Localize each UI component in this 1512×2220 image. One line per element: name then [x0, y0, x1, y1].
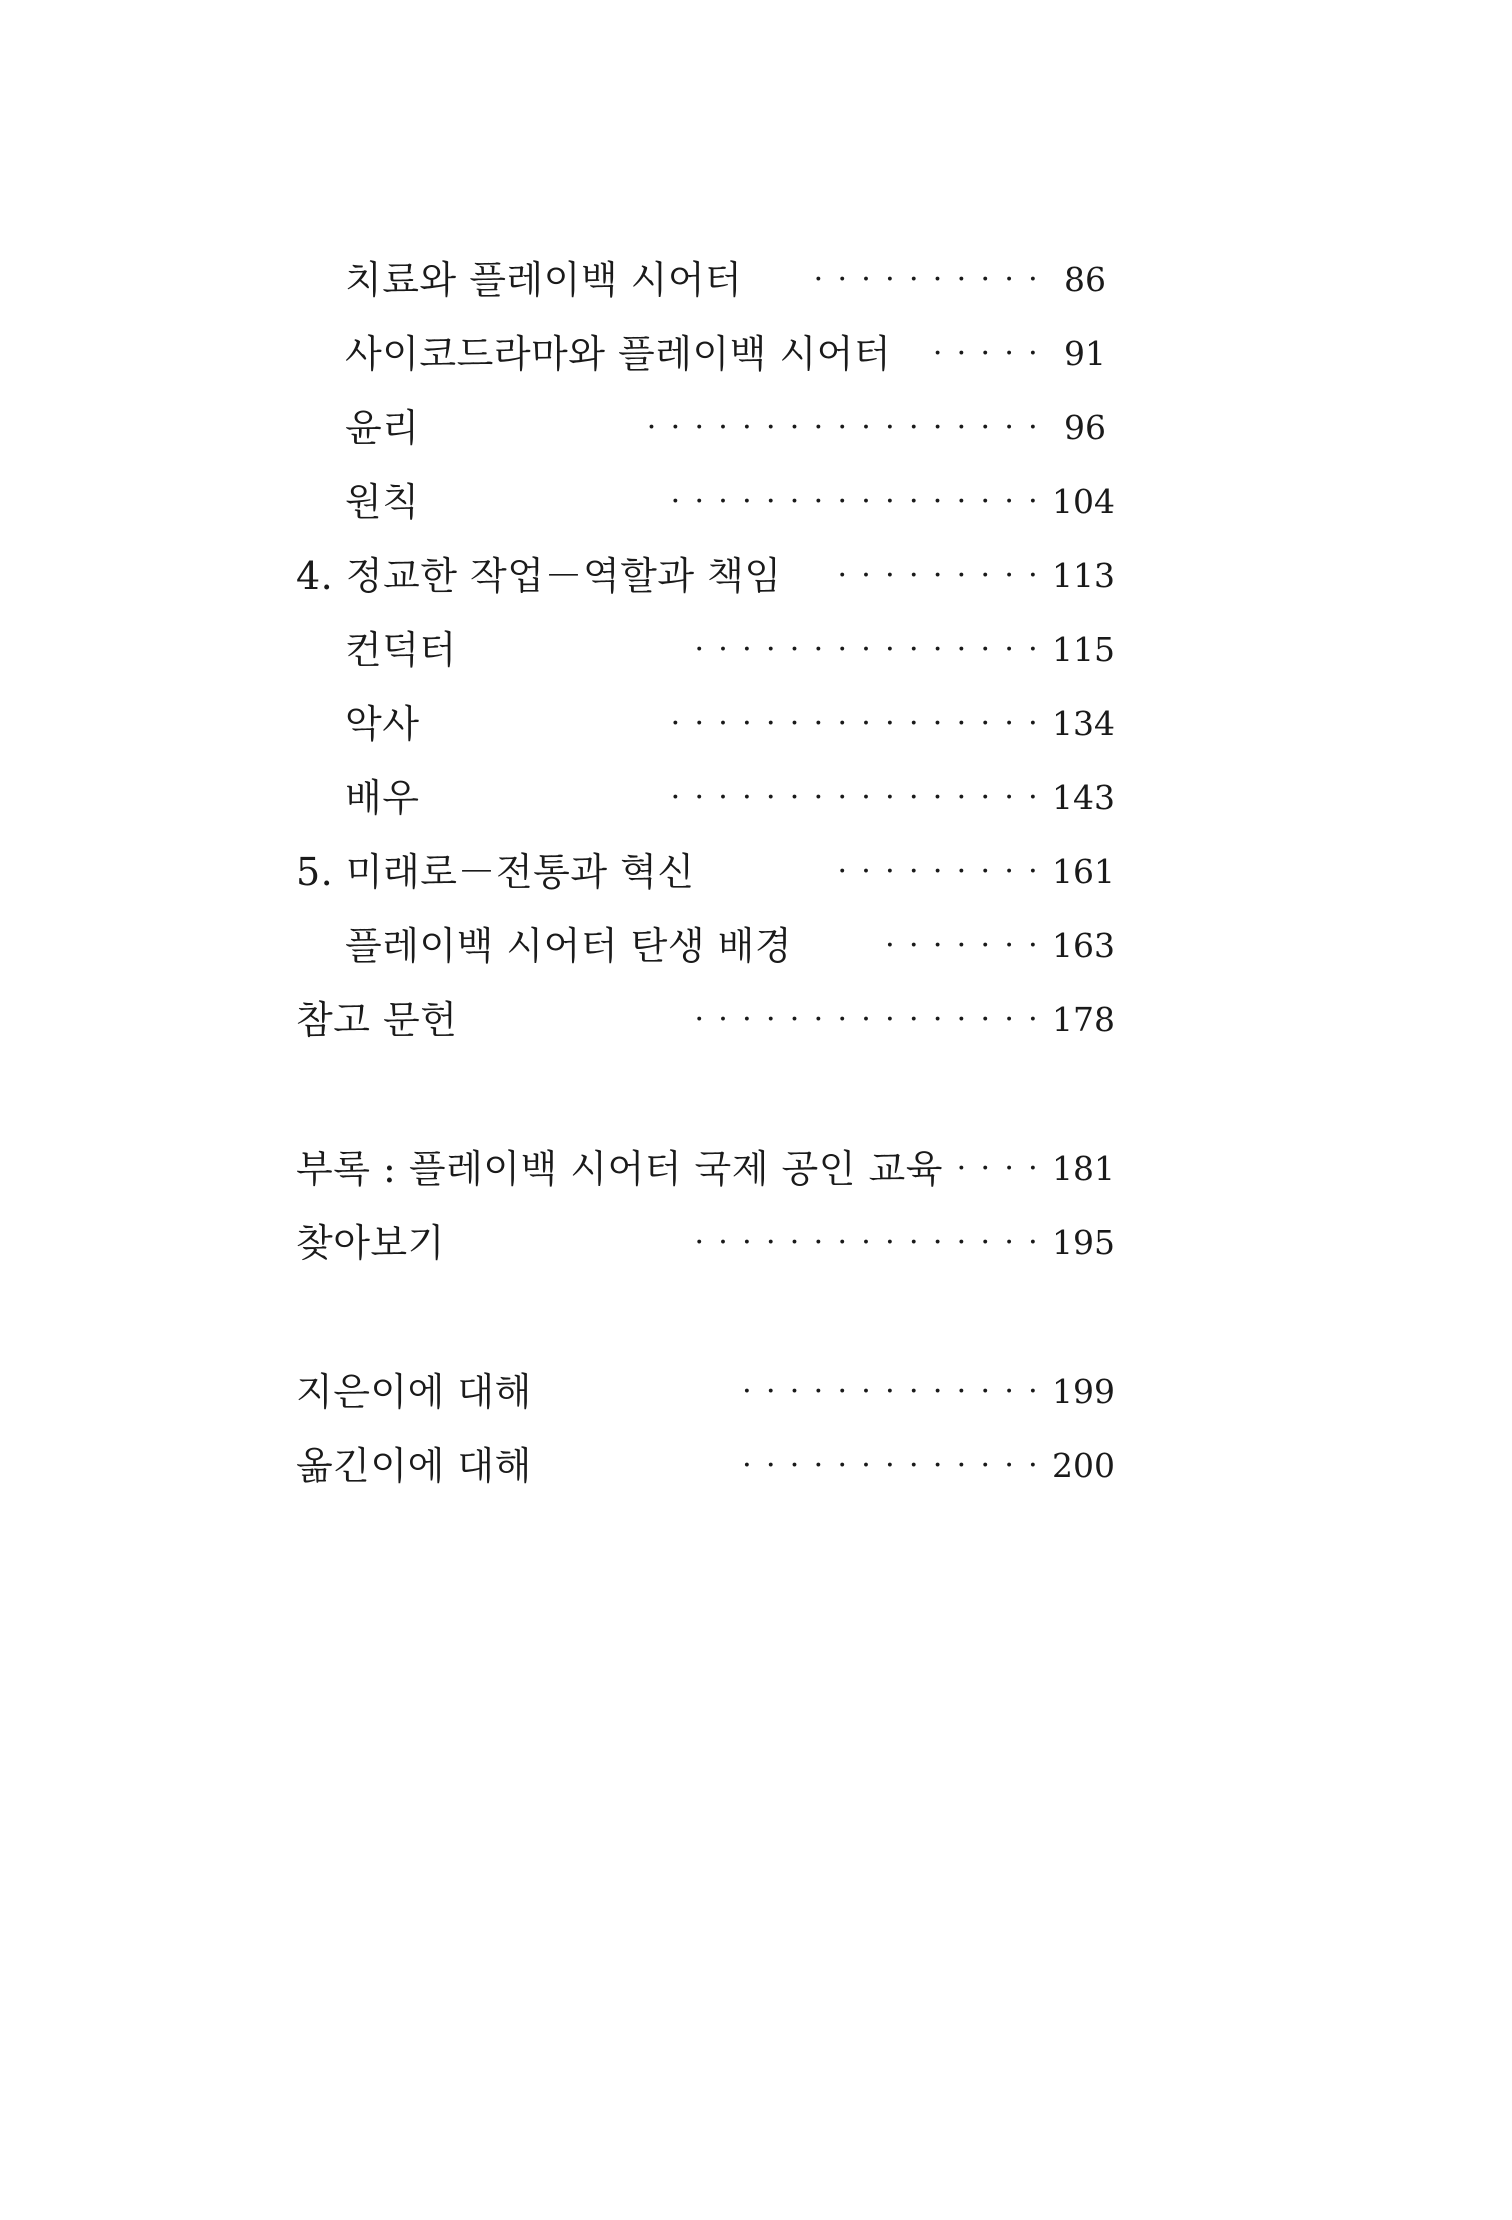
toc-entry [0, 694, 1512, 754]
toc-entry [0, 324, 1512, 384]
dot-leader: ··············· [694, 632, 1052, 667]
toc-entry-title: 찾아보기 [296, 1221, 445, 1265]
dot-leader: ················· [646, 410, 1052, 445]
dot-leader: ······· [885, 928, 1052, 963]
toc-entry-page: 86 [1064, 260, 1106, 299]
toc-entry-title: 사이코드라마와 플레이백 시어터 [345, 332, 892, 376]
toc-entry-page: 199 [1052, 1372, 1115, 1411]
dot-leader: ·········· [813, 262, 1052, 297]
toc-entry-page: 104 [1052, 482, 1115, 521]
toc-entry-title: 배우 [345, 776, 420, 820]
dot-leader: ··············· [694, 1002, 1052, 1037]
toc-entry-title: 악사 [345, 702, 420, 746]
toc-entry-title: 컨덕터 [345, 628, 457, 672]
toc-entry-title: 원칙 [345, 480, 420, 524]
toc-entry [0, 1362, 1512, 1422]
toc-entry-title: 부록 : 플레이백 시어터 국제 공인 교육 [296, 1147, 943, 1191]
toc-entry-page: 113 [1052, 556, 1115, 595]
toc-entry-title: 윤리 [345, 406, 420, 450]
dot-leader: ········· [837, 854, 1052, 889]
toc-entry-title: 플레이백 시어터 탄생 배경 [345, 924, 793, 968]
toc-entry-page: 163 [1052, 926, 1115, 965]
toc-entry-title: 치료와 플레이백 시어터 [345, 258, 743, 302]
dot-leader: ···· [956, 1151, 1052, 1186]
toc-entry-page: 143 [1052, 778, 1115, 817]
toc-entry-title: 4. 정교한 작업－역할과 책임 [296, 554, 782, 598]
dot-leader: ············· [742, 1448, 1052, 1483]
toc-entry [0, 1213, 1512, 1273]
toc-entry-title: 옮긴이에 대해 [296, 1444, 532, 1488]
toc-entry [0, 1436, 1512, 1496]
toc-entry-page: 134 [1052, 704, 1115, 743]
toc-entry-page: 178 [1052, 1000, 1115, 1039]
dot-leader: ········· [837, 558, 1052, 593]
toc-entry-page: 96 [1064, 408, 1106, 447]
toc-entry-title: 지은이에 대해 [296, 1370, 532, 1414]
toc-entry [0, 546, 1512, 606]
toc-entry-page: 91 [1064, 334, 1106, 373]
toc-entry [0, 620, 1512, 680]
toc-entry [0, 250, 1512, 310]
toc-entry [0, 472, 1512, 532]
toc-entry-page: 195 [1052, 1223, 1115, 1262]
toc-entry [0, 990, 1512, 1050]
toc-entry-page: 161 [1052, 852, 1115, 891]
toc-entry-title: 참고 문헌 [296, 998, 458, 1042]
toc-entry-page: 200 [1052, 1446, 1115, 1485]
toc-entry [0, 398, 1512, 458]
toc-entry-page: 181 [1052, 1149, 1115, 1188]
toc-entry-title: 5. 미래로－전통과 혁신 [296, 850, 695, 894]
toc-entry [0, 1139, 1512, 1199]
toc-entry [0, 842, 1512, 902]
dot-leader: ············· [742, 1374, 1052, 1409]
dot-leader: ················ [670, 780, 1052, 815]
dot-leader: ················ [670, 706, 1052, 741]
dot-leader: ················ [670, 484, 1052, 519]
toc-entry [0, 916, 1512, 976]
dot-leader: ····· [932, 336, 1052, 371]
toc-entry-page: 115 [1052, 630, 1115, 669]
toc-entry [0, 768, 1512, 828]
dot-leader: ··············· [694, 1225, 1052, 1260]
